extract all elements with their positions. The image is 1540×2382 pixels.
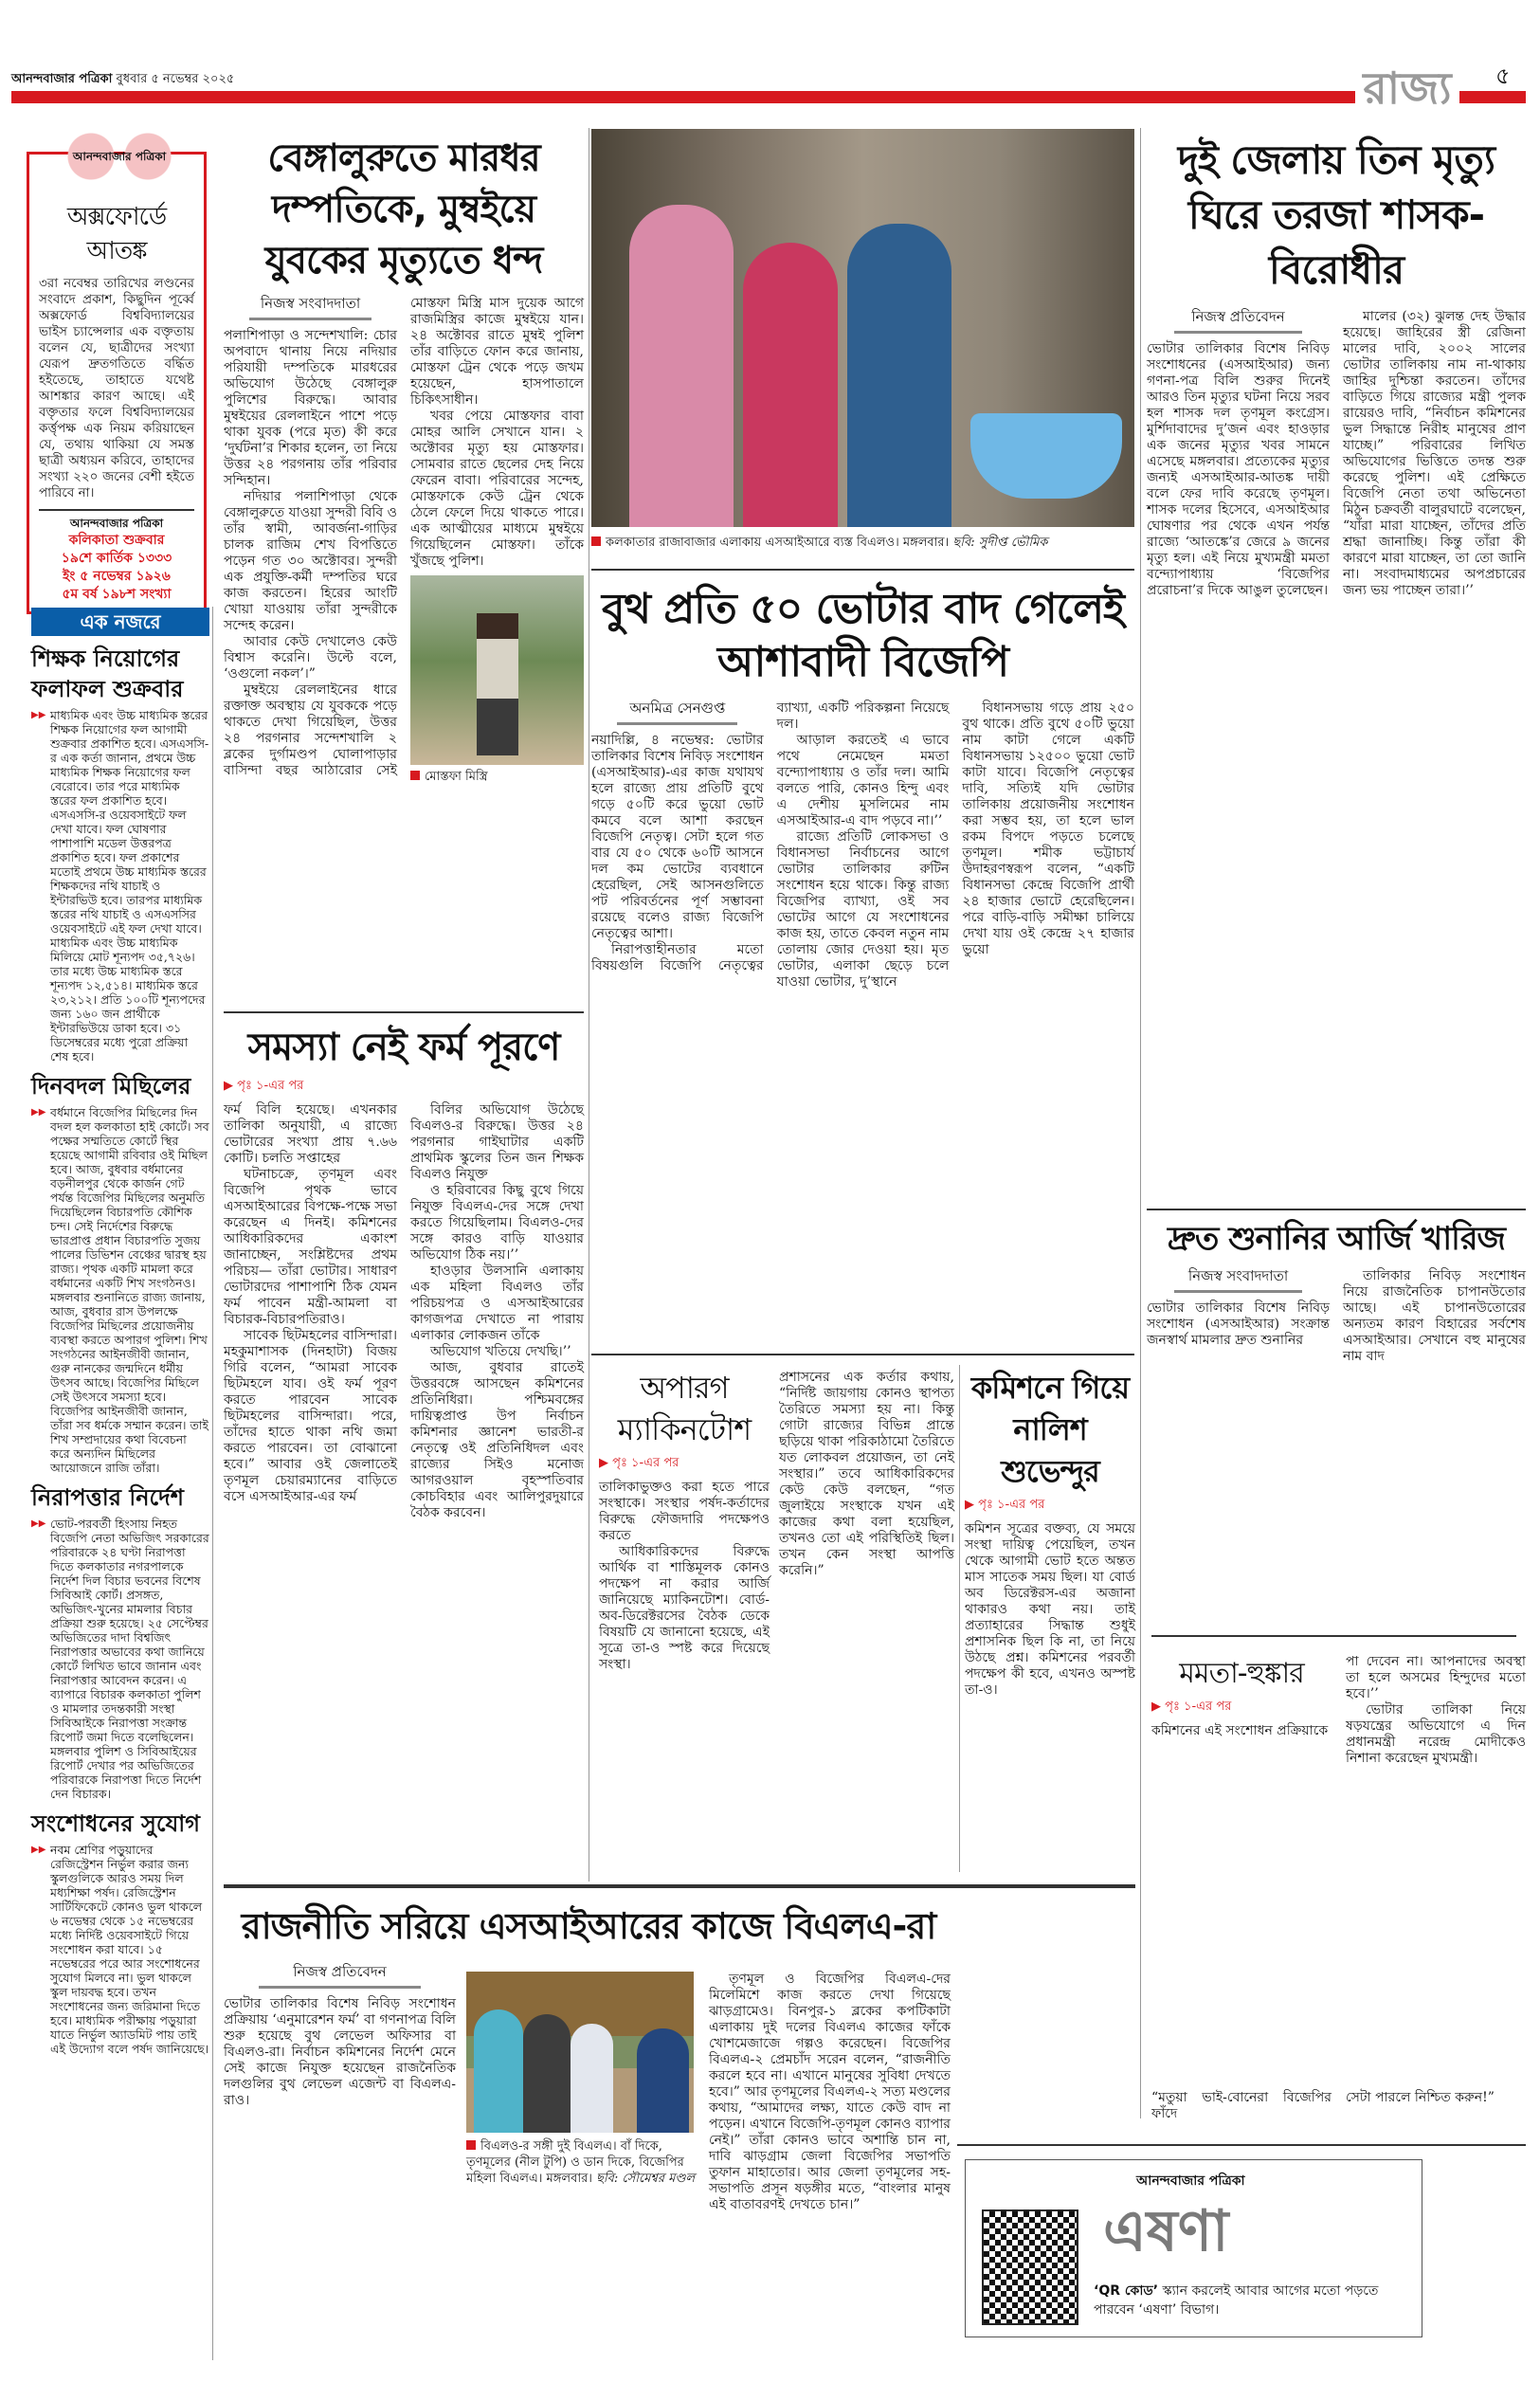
divider [591,1354,1134,1355]
paragraph: আবার কেউ দেখালেও কেউ বিশ্বাস করেনি। উল্টে বলে, ‘ওগুলো নকল’।” [224,634,397,682]
divider [1151,1635,1516,1637]
story-suvendu [965,1367,1135,1699]
paragraph: পা দেবেন না। আপনাদের অবস্থা তা হলে অসমের হিন্দুদের মতো হবে।’’ [1346,1654,1526,1701]
story-suvendu-body [965,1521,1135,1699]
continued-from [599,1454,770,1474]
byline: নিজস্ব সংবাদদাতা [249,296,371,320]
paragraph: তালিকার নিবিড় সংশোধন নিয়ে রাজনৈতিক চাপানউতোর আছে। এই চাপানউতোরের অন্যতম কারণ বিহারের সর্বশেষ এসআইআর। সেখানে বহু মানুষের নাম বাদ [1343,1268,1526,1364]
photo-caption-mostafa [410,769,584,785]
story-mackintosh-col1-body [599,1480,770,1673]
photo-credit: ছবি: সুদীপ্ত ভৌমিক [952,536,1048,550]
paragraph: ফর্ম বিলি হয়েছে। এখনকার তালিকা অনুযায়ী, এ রাজ্যে ভোটারের সংখ্যা প্রায় ৭.৬৬ কোটি। চলতি সপ্তাহের [224,1102,397,1166]
paragraph: অভিযোগ খতিয়ে দেখছি।’’ [430,1344,571,1359]
continued-from [1151,1698,1332,1718]
person-figure [474,2009,523,2133]
paragraph: ভোটার তালিকার বিশেষ নিবিড় সংশোধন প্রক্রিয়ায় ‘এনুমারেশন ফর্ম’ বা গণনাপত্র বিলি শুরু হয়েছে বুথ লেভেল অফিসার বা বিএলও-রা। নির্বাচন কমিশনের নির্দেশ মেনে সেই কাজে নিযুক্ত হয়েছেন রাজনৈতিক দলগুলির বুথ লেভেল এজেন্ট বা বিএলএ-রাও। [224,1996,456,2108]
story-mackintosh-col1 [599,1367,770,1673]
continued-label: পৃঃ ১-এর পর [612,1456,679,1470]
divider [1147,1209,1526,1210]
caption-text: বিএলও-র সঙ্গী দুই বিএলএ। বাঁ দিকে, তৃণমূলের (নীল টুপি) ও ডান দিকে, বিজেপির মহিলা বিএলএ। মঙ্গলবার। [466,2139,684,2186]
briefs-header: এক নজরে [31,608,209,636]
ad-paper-name: আনন্দবাজার পত্রিকা [1136,2173,1245,2189]
column-rule [1140,128,1141,2118]
paragraph: কমিশনের এই সংশোধন প্রক্রিয়াকে [1151,1723,1329,1738]
blue-tub [970,413,1122,499]
column-rule [212,607,213,2360]
divider-heavy [224,1884,1135,1888]
caption-marker-icon [591,536,601,546]
story-bengaluru-body [224,296,584,785]
paragraph: কমিশন সূত্রের বক্তব্য, যে সময়ে সংস্থা দায়িত্ব পেয়েছিল, তখন থেকে আগামী ভোট হতে অন্তত মাস সাতেক সময় ছিল। যা বোর্ড অব ডিরেক্টরস-এর অজানা থাকারও কথা নয়। তাই প্রত্যাহারের সিদ্ধান্ত শুধুই প্রশাসনিক ছিল কি না, তা নিয়ে উঠছে প্রশ্ন। কমিশনের পরবর্তী পদক্ষেপ কী হবে, এখনও অস্পষ্ট তা-ও। [965,1521,1135,1698]
story-booth-body [591,700,1134,991]
paragraph: মুম্বইয়ে রেললাইনের ধারে রক্তাক্ত অবস্থায় যে যুবককে পড়ে থাকতে দেখা গিয়েছিল, উত্তর ২৪ পরগনার সন্দেশখালি ২ ব্লকের দুর্গামণ্ডপ ঘোলাপাড়ার বাসিন্দা বছর আঠারোর সেই মোস্তফা মিস্ত্রি মাস দুয়েক আগে রাজমিস্ত্রির কাজে মুম্বইয়ে যান। ২৪ অক্টোবর রাতে মুম্বই পুলিশ তাঁর বাড়িতে ফোন করে জানায়, মোস্তফা ট্রেন থেকে পড়ে জখম হয়েছেন, হাসপাতালে চিকিৎসাধীন। [224,296,584,778]
archive-body: ৩রা নবেম্বর তারিখের লণ্ডনের সংবাদে প্রকাশ, কিছুদিন পূর্ব্বে অক্সফোর্ড বিশ্ববিদ্যালয়ের ভাইস চ্যান্সেলার এক বক্তৃতায় বলেন যে, ছাত্রীদের সংখ্যা যেরূপ দ্রুতগতিতে বর্দ্ধিত হইতেছে, তাহাতে যথেষ্ট আশঙ্কার কারণ আছে। এই বক্তৃতার ফলে বিশ্ববিদ্যালয়ের কর্ত্তৃপক্ষ এক নিয়ম করিয়াছেন যে, তথায় থাকিয়া যে সমস্ত ছাত্রী অধ্যয়ন করিবে, তাহাদের সংখ্যা ২২০ জনের বেশী হইতে পারিবে না। [39,276,194,500]
brief-body-wrap [31,1105,209,1475]
photo-caption-center [591,535,1134,551]
paragraph: বিলির অভিযোগ উঠেছে বিএলও-র বিরুদ্ধে। উত্তর ২৪ পরগনার গাইঘাটার একটি প্রাথমিক স্কুলের তিন জন শিক্ষক বিএলও নিযুক্ত [410,1102,584,1182]
headline-suvendu: কমিশনে গিয়ে নালিশ শুভেন্দুর [970,1370,1130,1489]
person-figure [571,2024,613,2133]
headline-bla: রাজনীতি সরিয়ে এসআইআরের কাজে বিএলএ-রা [241,1905,936,1947]
paragraph: বিধানসভায় গড়ে প্রায় ২৫০ বুথ থাকে। প্রতি বুথে ৫০টি ভুয়ো নাম কাটা গেলে একটি বিধানসভায় ১২৫০০ ভুয়ো ভোট কাটা যাবে। বিজেপি নেতৃত্বের দাবি, সত্যিই যদি ভোটার তালিকায় প্রয়োজনীয় সংশোধন করা সম্ভব হয়, তা হলে ভাল রকম বিপদে পড়তে চলেছে তৃণমূল। শমীক ভট্টাচার্য উদাহরণস্বরূপ বলেন, “একটি বিধানসভা কেন্দ্রে বিজেপি প্রার্থী ২৪ হাজার ভোটে হেরেছিলেন। পরে বাড়ি-বাড়ি সমীক্ষা চালিয়ে দেখা যায় ওই কেন্দ্রে ২৭ হাজার ভুয়ো [962,700,1134,957]
paragraph: আজ, বুধবার রাতেই উত্তরবঙ্গে আসছেন কমিশনের প্রতিনিধিরা। পশ্চিমবঙ্গের দায়িত্বপ্রাপ্ত উপ নির্বাচন কমিশনার জ্ঞানেশ ভারতী-র নেতৃত্বে ওই প্রতিনিধিদল এবং রাজ্যের সিইও মনোজ আগরওয়াল বৃহস্পতিবার কোচবিহার এবং আলিপুরদুয়ারে বৈঠক করবেন। [410,1360,584,1520]
arrow-icon: ▶ [965,1498,979,1512]
divider [957,2144,1526,2146]
qr-code[interactable] [982,2209,1078,2325]
story-mamata-col1-body [1151,1723,1332,1739]
continued-from [965,1496,1135,1516]
story-mamata-bottom-right [1346,2090,1526,2106]
story-mamata-col2 [1346,1654,1526,1767]
brief-item [31,1809,209,2056]
quote: সেটা পারলে নিশ্চিত করুন!” [1346,2090,1495,2105]
photo-blo-rajabazar [591,129,1134,527]
person-figure [629,205,734,527]
story-deaths-body [1147,309,1526,599]
person-figure [523,2014,571,2133]
brief-title: দিনবদল মিছিলের [31,1073,191,1100]
paragraph: নয়াদিল্লি, ৪ নভেম্বর: ভোটার তালিকার বিশেষ নিবিড় সংশোধন (এসআইআর)-এর কাজ যথাযথ হলে রাজ্যে প্রায় প্রতিটি বুথে গড়ে ৫০টি করে ভুয়ো ভোট কমবে বলে আশা করছেন বিজেপি নেতৃত্ব। সেটা হলে গত বার যে ৫০ থেকে ৬০টি আসনে দল কম ভোটের ব্যবধানে হেরেছিল, সেই আসনগুলিতে পট পরিবর্তনের পূর্ণ সম্ভাবনা রয়েছে বলেও রাজ্য বিজেপি নেতৃত্বের আশা। [591,733,764,941]
headline-booth: বুথ প্রতি ৫০ ভোটার বাদ গেলেই আশাবাদী বিজেপি [602,585,1124,686]
brief-title: নিরাপত্তার নির্দেশ [31,1484,184,1511]
brief-item [31,644,209,1064]
divider [591,569,1134,571]
brief-body: নবম শ্রেণির পড়ুয়াদের রেজিস্ট্রেশন নির্ভুল করার জন্য স্কুলগুলিকে আরও সময় দিল মধ্যশিক্ষা পর্ষদ। রেজিস্ট্রেশন সার্টিফিকেটে কোনও ভুল থাকলে ৬ নভেম্বর থেকে ১৫ নভেম্বরের মধ্যে নির্দিষ্ট ওয়েবসাইটে গিয়ে সংশোধন করা যাবে। ১৫ নভেম্বরের পরে আর সংশোধনের সুযোগ মিলবে না। ভুল থাকলে স্কুল দায়বদ্ধ হবে। তখন সংশোধনের জন্য জরিমানা দিতে হবে। মাধ্যমিক পরীক্ষায় পড়ুয়ারা যাতে নির্ভুল অ্যাডমিট পায় তাই এই উদ্যোগ বলে পর্ষদ জানিয়েছে। [50,1843,209,2056]
byline: অনমিত্র সেনগুপ্ত [617,700,737,725]
double-arrow-icon: ▶▶ [31,1518,46,1529]
paragraph: তালিকাভুক্তও করা হতে পারে সংস্থাকে। সংস্থার পর্ষদ-কর্তাদের বিরুদ্ধে ফৌজদারি পদক্ষেপও করতে [599,1480,770,1543]
brief-item [31,1071,209,1475]
double-arrow-icon: ▶▶ [31,1107,46,1118]
byline: নিজস্ব প্রতিবেদন [259,1964,422,1989]
caption-text: মোস্তফা মিস্ত্রি [425,770,488,784]
paragraph: ভোটার তালিকার বিশেষ নিবিড় সংশোধনের (এসআইআর) জন্য গণনা-পত্র বিলি শুরুর দিনেই আরও তিন মৃত্যুর ঘটনা নিয়ে সরব হল শাসক দল তৃণমূল কংগ্রেস। মুর্শিদাবাদের দু’জন এবং হাওড়ার এক জনের মৃত্যুর খবর সামনে এসেছে মঙ্গলবার। প্রত্যেকের মৃত্যুর জন্যই এসআইআর-আতঙ্ক দায়ী বলে ফের দাবি করেছে তৃণমূল। শাসক দলের হিসেবে, এসআইআর ঘোষণার পর থেকে এখন পর্যন্ত রাজ্যে ‘আতঙ্কে’র জেরে ৯ জনের মৃত্যু হল। এই নিয়ে মুখ্যমন্ত্রী মমতা বন্দ্যোপাধ্যায় ‘বিজেপির প্ররোচনা’র দিকে আঙুল তুলেছেন। [1147,341,1330,598]
paragraph: সাবেক ছিটমহলের বাসিন্দারা। মহকুমাশাসক (দিনহাটা) বিজয় গিরি বলেন, “আমরা সাবেক ছিটমহলে যাব। ওই ফর্ম পূরণ করতে পারবেন সাবেক ছিটমহলের বাসিন্দারা। পরে, তাঁদের হাতে থাকা নথি জমা করতে পারবেন। তা বোঝানো হবে।” আবার ওই জেলাতেই তৃণমূল চেয়ারম্যানের বাড়িতে বসে এসআইআর-এর ফর্ম [224,1328,397,1504]
story-bengaluru [224,133,584,785]
person-figure [637,2028,689,2133]
page-number: ৫ [1495,63,1511,89]
briefs-column [31,608,209,2056]
brief-body: মাধ্যমিক এবং উচ্চ মাধ্যমিক স্তরের শিক্ষক নিয়োগের ফল আগামী শুক্রবার প্রকাশিত হবে। এসএসসি-র এক কর্তা জানান, প্রথমে উচ্চ মাধ্যমিক শিক্ষক নিয়োগের ফল বেরোবে। তার পরে মাধ্যমিক স্তরের ফল প্রকাশিত হবে। এসএসসি-র ওয়েবসাইটে ফল দেখা যাবে। ফল ঘোষণার পাশাপাশি মডেল উত্তরপত্র প্রকাশিত হবে। ফল প্রকাশের মতোই প্রথমে উচ্চ মাধ্যমিক স্তরের শিক্ষকদের নথি যাচাই ও ইন্টারভিউ হবে। তারপর মাধ্যমিক স্তরের নথি যাচাই ও এসএসসির ওয়েবসাইটে এই ফল দেখা যাবে। মাধ্যমিক এবং উচ্চ মাধ্যমিক মিলিয়ে মোট শূন্যপদ ৩৫,৭২৬। তার মধ্যে উচ্চ মাধ্যমিক স্তরে শূন্যপদ ১২,৫১৪। মাধ্যমিক স্তরে ২৩,২১২। প্রতি ১০০টি শূন্যপদের জন্য ১৬০ জন প্রার্থীকে ইন্টারভিউয়ে ডাকা হবে। ৩১ ডিসেম্বরের মধ্যে পুরো প্রক্রিয়া শেষ হবে। [50,708,209,1064]
headline-bengaluru: বেঙ্গালুরুতে মারধর দম্পতিকে, মুম্বইয়ে যুবকের মৃত্যুতে ধন্দ [264,136,543,282]
paragraph: নিরাপত্তাহীনতার মতো বিষয়গুলি বিজেপি নেতৃত্বের ব্যাখ্যা, একটি পরিকল্পনা নিয়েছে দল। [591,700,950,973]
archive-footer-line: ইং ৫ নভেম্বর ১৯২৬ [63,569,171,584]
section-bar [11,91,1526,103]
paragraph: ঘটনাচক্রে, তৃণমূল এবং বিজেপি পৃথক ভাবে এসআইআরের বিপক্ষে-পক্ষে সভা করেছেন এ দিনই। কমিশনের আধিকারিকদের একাংশ জানাচ্ছেন, সংশ্লিষ্টদের প্রথম পরিচয়— তাঁরা ভোটার। সাধারণ ভোটারদের পাশাপাশি ঠিক যেমন ফর্ম পাবেন মন্ত্রী-আমলা বা বিচারক-বিচারপতিরাও। [224,1167,397,1327]
continued-label: পৃঃ ১-এর পর [1165,1700,1232,1714]
paragraph: ও হরিবাবের কিছু বুথে গিয়ে নিযুক্ত বিএলএ-দের সঙ্গে দেখা করতে গিয়েছিলাম। বিএলও-দের সঙ্গে কারও বাড়ি যাওয়ার অভিযোগ ঠিক নয়।’’ [410,1183,584,1263]
story-hearing-body [1147,1268,1526,1365]
paragraph: খবর পেয়ে মোস্তফার বাবা মোহর আলি সেখানে যান। ২ অক্টোবর মৃত্যু হয় মোস্তফার। সোমবার রাতে ছেলের দেহ নিয়ে ফেরেন বাবা। পরিবারের সন্দেহ, মোস্তফাকে কেউ ট্রেন থেকে ঠেলে ফেলে দিয়ে থাকতে পারে। এক আত্মীয়ের মাধ্যমে মুম্বইয়ে গিয়েছিলেন মোস্তফা। তাঁকে খুঁজছে পুলিশ। [410,409,584,569]
headline-hearing: দ্রুত শুনানির আর্জি খারিজ [1168,1220,1505,1258]
paragraph: তৃণমূল ও বিজেপির বিএলএ-দের মিলেমিশে কাজ করতে দেখা গিয়েছে ঝাড়গ্রামেও। বিনপুর-১ ব্লকের কপটিকাটা এলাকায় দুই দলের বিএলএ কাজের ফাঁকে খোশমেজাজে গল্পও করেছেন। বিজেপির বিএলএ-২ প্রেমচাঁদ সরেন বলেন, “রাজনীতি করলে হবে না। এখানে মানুষের সুবিধা দেখতে হবে।” আর তৃণমূলের বিএলএ-২ সত্য মণ্ডলের কথায়, “আমাদের লক্ষ্য, যাতে কেউ বাদ না পড়েন। এখানে বিজেপি-তৃণমূল কোনও ব্যাপার নেই।” তাঁরা কোনও ভাবে অশান্তি চান না, দাবি ঝাড়গ্রাম জেলা বিজেপির সভাপতি তুফান মাহাতোর। আর জেলা তৃণমূলের সহ-সভাপতি প্রসূন ষড়ঙ্গীর মতে, “বাংলার মানুষ এই বাতাবরণই দেখতে চান।” [709,1972,951,2212]
brief-title: সংশোধনের সুযোগ [31,1810,200,1837]
story-mamata-bottom-left [1151,2090,1332,2122]
paragraph: প্রশাসনের এক কর্তার কথায়, “নির্দিষ্ট জায়গায় কোনও স্থাপত্য তৈরিতে সমস্যা হয় না। কিন্তু গোটা রাজ্যের বিভিন্ন প্রান্তে ছড়িয়ে থাকা পরিকাঠামো তৈরিতে যত লোকবল প্রয়োজন, তা নেই সংস্থার।” তবে আধিকারিকদের কেউ কেউ বলছেন, “গত জুলাইয়ে সংস্থাকে যখন এই কাজের কথা বলা হয়েছিল, তখনও তো এই পরিস্থিতিই ছিল। তখন কেন সংস্থা আপত্তি করেনি।” [779,1370,954,1578]
story-hearing [1147,1217,1526,1365]
brief-body-wrap [31,1517,209,1801]
byline: নিজস্ব সংবাদদাতা [1174,1268,1302,1293]
story-form-body [224,1102,584,1521]
ad-line: স্ক্যান করলেই আবার আগের মতো পড়তে পারবেন ‘এষণা’ বিভাগ। [1094,2283,1379,2318]
brief-body-wrap [31,708,209,1064]
ad-brand: এষণা [1103,2198,1229,2264]
photo-bla [466,1972,694,2133]
paragraph: আড়াল করতেই এ ভাবে পথে নেমেছেন মমতা বন্দ্যোপাধ্যায় ও তাঁর দল। আমি বলতে পারি, কোনও হিন্দু এবং এ দেশীয় মুসলিমের নাম এসআইআর-এ বাদ পড়বে না।’’ [776,733,950,828]
story-booth [591,583,1134,991]
ad-qr-label: ‘QR কোড’ [1094,2283,1159,2299]
person-figure [847,224,951,527]
photo-credit: ছবি: সৌমেশ্বর মণ্ডল [596,2172,696,2186]
headline-deaths: দুই জেলায় তিন মৃত্যু ঘিরে তরজা শাসক-বিরোধীর [1177,136,1495,293]
story-mamata-col1 [1151,1654,1332,1739]
story-mackintosh-col2 [779,1370,954,1579]
story-bla-col1 [224,1964,456,2109]
story-deaths [1147,133,1526,599]
brief-item [31,1482,209,1801]
person-figure [477,613,518,755]
double-arrow-icon: ▶▶ [31,1845,46,1855]
brief-body-wrap [31,1843,209,2056]
archive-footer-line: ৫ম বর্ষ ১৯৮শ সংখ্যা [62,587,172,602]
continued-label: পৃঃ ১-এর পর [237,1079,304,1093]
arrow-icon: ▶ [1151,1700,1166,1714]
paragraph: রাজ্যে প্রতিটি লোকসভা ও বিধানসভা নির্বাচনের আগে ভোটার তালিকার রুটিন সংশোধন হয়ে থাকে। কিন্তু রাজ্য বিজেপির ব্যাখ্যা, ওই সব ভোটের আগে যে সংশোধনের কাজ হয়, তাতে কেবল নতুন নাম তোলায় জোর দেওয়া হয়। মৃত ভোটার, এলাকা ছেড়ে চলে যাওয়া ভোটার, দু’স্থানে [776,829,950,990]
paper-name: আনন্দবাজার পত্রিকা [11,72,113,86]
photo-mostafa [410,575,584,765]
archive-footer-line: কলিকাতা শুক্রবার [68,533,165,548]
archive-title: অক্সফোর্ডে আতঙ্ক [66,203,167,265]
divider [224,1011,584,1013]
column-rule [959,1365,960,1872]
paragraph: মালের (৩২) ঝুলন্ত দেহ উদ্ধার হয়েছে। জাহিরের স্ত্রী রেজিনা মালের দাবি, ২০০২ সালের ভোটার তালিকায় নাম না-থাকায় জাহির দুশ্চিন্তা করতেন। তাঁদের বাড়িতে গিয়ে রাজ্যের মন্ত্রী পুলক রায়েরও দাবি, “নির্বাচন কমিশনের ভুল সিদ্ধান্তে নিরীহ মানুষের প্রাণ যাচ্ছে।” পরিবারের লিখিত অভিযোগের ভিত্তিতে তদন্ত শুরু করেছে পুলিশ। এই প্রেক্ষিতে বিজেপি নেতা তথা অভিনেতা মিঠুন চক্রবর্তী বালুরঘাটে বলেছেন, “যাঁরা মারা যাচ্ছেন, তাঁদের প্রতি শ্রদ্ধা জানাচ্ছি। কিন্তু তাঁরা কী কারণে মারা যাচ্ছেন, তা তো জানি না। সংবাদমাধ্যমের অপপ্রচারের জন্য ভয় পাচ্ছেন তারা।’’ [1343,309,1526,598]
archive-box [27,152,207,614]
archive-footer-line: ১৯শে কার্তিক ১৩৩৩ [61,551,172,566]
paragraph: নদিয়ার পলাশিপাড়া থেকে বেঙ্গালুরুতে যাওয়া সুন্দরী বিবি ও তাঁর স্বামী, আবর্জনা-গাড়ির চালক রাজিম শেখ বিপত্তিতে পড়েন গত ৩০ অক্টোবর। সুন্দরী এক প্রযুক্তি-কর্মী দম্পতির ঘরে কাজ করতেন। হিরের আংটি খোয়া যাওয়ায় তাঁরা সুন্দরীকে সন্দেহ করেন। [224,489,397,633]
headline-mackintosh: অপারগ ম্যাকিনটোশ [617,1370,752,1447]
headline-form: সমস্যা নেই ফর্ম পূরণে [247,1026,560,1069]
caption-marker-icon [466,2140,476,2150]
brief-title: শিক্ষক নিয়োগের ফলাফল শুক্রবার [31,646,184,702]
section-logo: রাজ্য [1355,55,1459,121]
brief-body: বর্ধমানে বিজেপির মিছিলের দিন বদল হল কলকাতা হাই কোর্টে। সব পক্ষের সম্মতিতে কোর্টে স্থির হয়েছে আগামী রবিবার ওই মিছিল হবে। আজ, বুধবার বর্ধমানের বড়নীলপুর থেকে কার্জন গেট পর্যন্ত বিজেপির মিছিলের অনুমতি দিয়েছিলেন বিচারপতি কৌশিক চন্দ। সেই নির্দেশের বিরুদ্ধে ভারপ্রাপ্ত প্রধান বিচারপতি সুজয় পালের ডিভিশন বেঞ্চের দ্বারস্থ হয় রাজ্য। পৃথক একটি মামলা করে বর্ধমানের একটি শিখ সংগঠনও। মঙ্গলবার শুনানিতে রাজ্য জানায়, আজ, বুধবার রাস উপলক্ষে বিজেপির মিছিলের প্রয়োজনীয় ব্যবস্থা করতে অপারগ পুলিশ। শিখ সংগঠনের আইনজীবী জানান, গুরু নানকের জন্মদিনে ধর্মীয় উৎসব আছে। বিজেপির মিছিলে সেই উৎসবে সমস্যা হবে। বিজেপির আইনজীবী জানান, তাঁরা সব ধর্মকে সম্মান করেন। তাই শিখ সম্প্রদায়ের কথা বিবেচনা করে অন্যদিন মিছিলের আয়োজনে রাজি তাঁরা। [50,1105,209,1475]
centenary-logo: আনন্দবাজার পত্রিকা [48,128,190,185]
paragraph: পলাশিপাড়া ও সন্দেশখালি: চোর অপবাদে থানায় নিয়ে নদিয়ার পরিযায়ী দম্পতিকে মারধরের অভিযোগ উঠেছে বেঙ্গালুরু পুলিশের বিরুদ্ধে। আবার মুম্বইয়ের রেললাইনে পাশে পড়ে থাকা যুবক (পরে মৃত) কী করে ‘দুর্ঘটনা’র শিকার হলেন, তা নিয়ে উত্তর ২৪ পরগনায় তাঁর পরিবার সন্দিহান। [224,328,397,488]
paragraph: ভোটার তালিকার বিশেষ নিবিড় সংশোধন (এসআইআর) সংক্রান্ত জনস্বার্থ মামলার দ্রুত শুনানির [1147,1300,1330,1348]
paragraph: আধিকারিকদের বিরুদ্ধে আর্থিক বা শাস্তিমূলক কোনও পদক্ষেপ না করার আর্জি জানিয়েছে ম্যাকিনটোশ। বোর্ড-অব-ডিরেক্টরসের বৈঠক ডেকে বিষয়টি যে জানানো হয়েছে, এই সূত্রে তা-ও স্পষ্ট করে দিয়েছে সংস্থা। [599,1544,770,1672]
arrow-icon: ▶ [599,1456,613,1470]
caption-text: কলকাতার রাজাবাজার এলাকায় এসআইআরে ব্যস্ত বিএলও। মঙ্গলবার। [606,536,950,550]
story-bla-col2 [709,1972,951,2213]
quote: “মতুয়া ভাই-বোনেরা বিজেপির ফাঁদে [1151,2090,1332,2121]
headline-mamata: মমতা-হুঙ্কার [1179,1657,1304,1690]
archive-footer-paper: আনন্দবাজার পত্রিকা [69,517,164,530]
double-arrow-icon: ▶▶ [31,710,46,720]
photo-mostafa-block [410,575,584,785]
paragraph: হাওড়ার উলসানি এলাকায় এক মহিলা বিএলও তাঁর পরিচয়পত্র ও এসআইআরের কাগজপত্র দেখাতে না পারায় এলাকার লোকজন তাঁকে [410,1264,584,1343]
continued-label: পৃঃ ১-এর পর [978,1498,1045,1512]
eshona-ad [965,2159,1422,2337]
brief-body: ভোট-পরবর্তী হিংসায় নিহত বিজেপি নেতা অভিজিৎ সরকারের পরিবারকে ২৪ ঘণ্টা নিরাপত্তা দিতে কলকাতার নগরপালকে নির্দেশ দিল বিচার ভবনের বিশেষ সিবিআই কোর্ট। প্রসঙ্গত, অভিজিৎ-খুনের মামলার বিচার প্রক্রিয়া শুরু হয়েছে। ২৫ সেপ্টেম্বর অভিজিতের দাদা বিশ্বজিৎ নিরাপত্তার অভাবের কথা জানিয়ে কোর্টে লিখিত ভাবে জানান এবং নিরাপত্তার আবেদন করেন। এ ব্যাপারে বিচারক কলকাতা পুলিশ ও মামলার তদন্তকারী সংস্থা সিবিআইকে নিরাপত্তা সংক্রান্ত রিপোর্ট জমা দিতে বলেছিলেন। মঙ্গলবার পুলিশ ও সিবিআইয়ের রিপোর্ট দেখার পর অভিজিতের পরিবারকে নিরাপত্তা দিতে নির্দেশ দেন বিচারক। [50,1517,209,1801]
paragraph: ভোটার তালিকা নিয়ে ষড়যন্ত্রের অভিযোগে এ দিন প্রধানমন্ত্রী নরেন্দ্র মোদীকেও নিশানা করেছেন মুখ্যমন্ত্রী। [1346,1702,1526,1766]
photo-caption-bla [466,2138,698,2187]
issue-date: বুধবার ৫ নভেম্বর ২০২৫ [116,72,235,86]
ad-text [1094,2282,1416,2319]
byline: নিজস্ব প্রতিবেদন [1174,309,1302,334]
person-figure [743,243,838,527]
caption-marker-icon [410,771,420,780]
continued-from [224,1077,584,1097]
arrow-icon: ▶ [224,1079,238,1093]
archive-footer [39,509,194,604]
masthead-date [11,70,234,90]
story-form [224,1022,584,1521]
